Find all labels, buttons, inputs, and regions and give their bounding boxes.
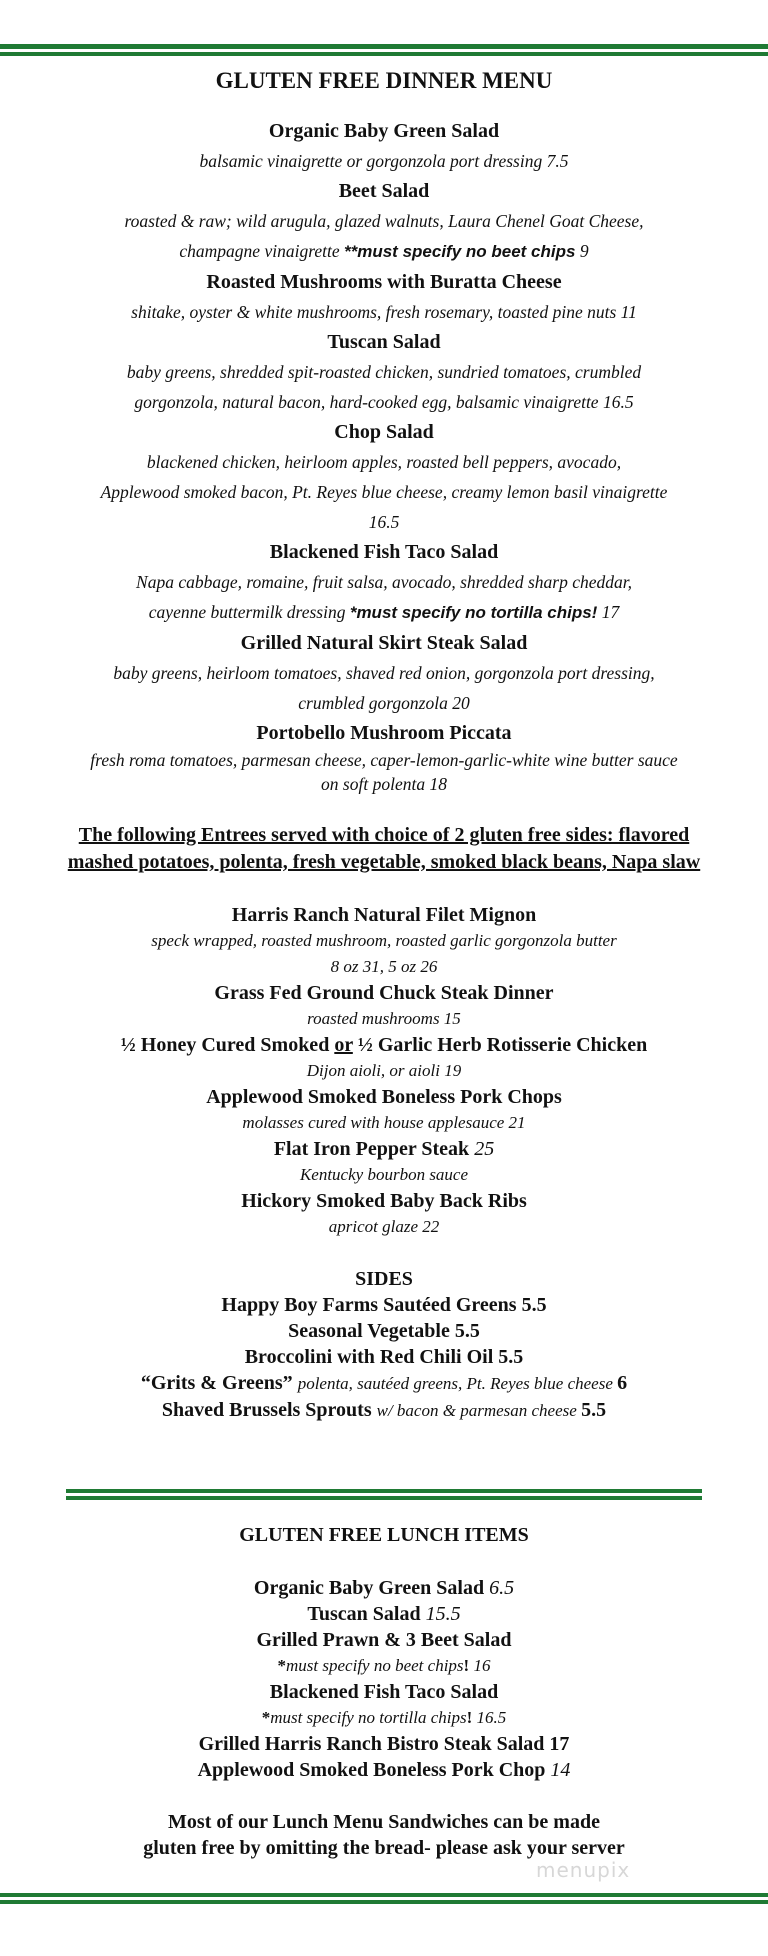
entree-name: Harris Ranch Natural Filet Mignon [231,904,537,926]
special-note: *must specify no tortilla chips! [349,603,598,622]
item-name: Roasted Mushrooms with Buratta Cheese [206,271,562,293]
note-star: * [261,1708,271,1727]
note-text: must specify no tortilla chips [270,1708,467,1727]
middle-green-rule [66,1489,702,1500]
item-desc: shitake, oyster & white mushrooms, fresh rosemary, toasted pine nuts 11 [131,302,637,322]
lunch-menu-title: GLUTEN FREE LUNCH ITEMS [239,1524,529,1546]
entree-desc: Dijon aioli, or aioli 19 [306,1061,462,1080]
entree-name: Hickory Smoked Baby Back Ribs [241,1190,527,1212]
lunch-note [0,1653,768,1679]
item-desc: gorgonzola, natural bacon, hard-cooked egg, balsamic vinaigrette 16.5 [134,392,634,412]
special-note: **must specify no beet chips [344,242,576,261]
item-name: Tuscan Salad [327,331,441,353]
item-desc: fresh roma tomatoes, parmesan cheese, caper-lemon-garlic-white wine butter sauce [90,750,678,770]
item-name: Portobello Mushroom Piccata [256,722,512,744]
lunch-item: Grilled Harris Ranch Bistro Steak Salad 17 [198,1733,570,1755]
closing-note: gluten free by omitting the bread- please ask your server [143,1837,625,1859]
lunch-item: Grilled Prawn & 3 Beet Salad [256,1629,512,1651]
note-bang: ! [463,1656,470,1675]
lunch-item [0,1757,768,1783]
item-desc: blackened chicken, heirloom apples, roasted bell peppers, avocado, [146,452,622,472]
sides-title: SIDES [355,1268,413,1290]
side-price: 5.5 [581,1399,607,1421]
closing-note: Most of our Lunch Menu Sandwiches can be made [168,1811,600,1833]
item-name: Grilled Natural Skirt Steak Salad [240,632,528,654]
side-name: “Grits & Greens” [140,1372,298,1394]
entree-name-part: ½ Honey Cured Smoked [120,1034,335,1056]
side-item: Happy Boy Farms Sautéed Greens 5.5 [221,1294,547,1316]
side-price: 6 [617,1372,628,1394]
top-green-rule [0,44,768,56]
item-desc: 16.5 [368,512,400,532]
desc-text: cayenne buttermilk dressing [148,602,350,622]
lunch-item-price: 6.5 [489,1577,515,1599]
entree-desc: apricot glaze 22 [328,1217,440,1236]
side-desc: polenta, sautéed greens, Pt. Reyes blue cheese [297,1374,618,1393]
item-price: 9 [575,241,589,261]
item-desc: baby greens, shredded spit-roasted chicken, sundried tomatoes, crumbled [126,362,642,382]
item-desc: balsamic vinaigrette or gorgonzola port dressing 7.5 [199,151,569,171]
entree-name: Grass Fed Ground Chuck Steak Dinner [214,982,554,1004]
note-star: * [277,1656,287,1675]
entree-name-part: Flat Iron Pepper Steak [273,1138,475,1160]
note-text: must specify no beet chips [286,1656,464,1675]
item-name: Chop Salad [334,421,434,443]
entree-name-or: or [334,1034,353,1056]
item-name: Beet Salad [338,180,430,202]
lunch-item [0,1575,768,1601]
bottom-green-rule [0,1893,768,1904]
item-desc: Napa cabbage, romaine, fruit salsa, avocado, shredded sharp cheddar, [136,572,632,592]
note-bang: ! [466,1708,473,1727]
lunch-item-price: 14 [550,1759,571,1781]
desc-text: champagne vinaigrette [179,241,344,261]
item-desc [0,597,768,628]
dinner-menu-title: GLUTEN FREE DINNER MENU [215,68,553,93]
note-price: 16 [469,1656,491,1675]
item-desc: crumbled gorgonzola 20 [298,693,470,713]
entree-name [0,1032,768,1058]
lunch-item [0,1601,768,1627]
lunch-item-name: Applewood Smoked Boneless Pork Chop [197,1759,551,1781]
side-item: Seasonal Vegetable 5.5 [288,1320,480,1342]
side-item: Broccolini with Red Chili Oil 5.5 [244,1346,524,1368]
entree-desc: molasses cured with house applesauce 21 [242,1113,526,1132]
item-desc: roasted & raw; wild arugula, glazed walnuts, Laura Chenel Goat Cheese, [124,211,644,231]
entree-desc: Kentucky bourbon sauce [299,1165,469,1184]
item-desc [0,236,768,267]
item-price: 17 [597,602,620,622]
item-desc: baby greens, heirloom tomatoes, shaved red onion, gorgonzola port dressing, [113,663,655,683]
lunch-item-name: Organic Baby Green Salad [253,1577,490,1599]
entree-name [0,1136,768,1162]
lunch-item: Blackened Fish Taco Salad [269,1681,499,1703]
entree-desc: 8 oz 31, 5 oz 26 [330,957,438,976]
entree-desc: speck wrapped, roasted mushroom, roasted garlic gorgonzola butter [151,931,617,950]
side-desc: w/ bacon & parmesan cheese [376,1401,582,1420]
entree-desc: roasted mushrooms 15 [307,1009,461,1028]
side-item [0,1370,768,1397]
item-desc: on soft polenta 18 [321,774,447,794]
lunch-menu-section [0,1521,768,1861]
dinner-menu-section [0,66,768,1424]
item-desc: Applewood smoked bacon, Pt. Reyes blue cheese, creamy lemon basil vinaigrette [100,482,668,502]
item-name: Blackened Fish Taco Salad [269,541,499,563]
note-price: 16.5 [472,1708,507,1727]
side-name: Shaved Brussels Sprouts [161,1399,377,1421]
entree-name: Applewood Smoked Boneless Pork Chops [206,1086,562,1108]
item-name: Organic Baby Green Salad [268,120,500,142]
watermark: menupix [536,1858,631,1882]
entree-name-part: ½ Garlic Herb Rotisserie Chicken [352,1034,648,1056]
lunch-note [0,1705,768,1731]
entree-price: 25 [474,1138,495,1160]
side-item [0,1397,768,1424]
lunch-item-name: Tuscan Salad [307,1603,426,1625]
entree-intro: The following Entrees served with choice of 2 gluten free sides: flavored mashed potatoes, polenta, fresh vegetable, smoked black beans, Napa slaw [67,824,701,873]
lunch-item-price: 15.5 [425,1603,461,1625]
